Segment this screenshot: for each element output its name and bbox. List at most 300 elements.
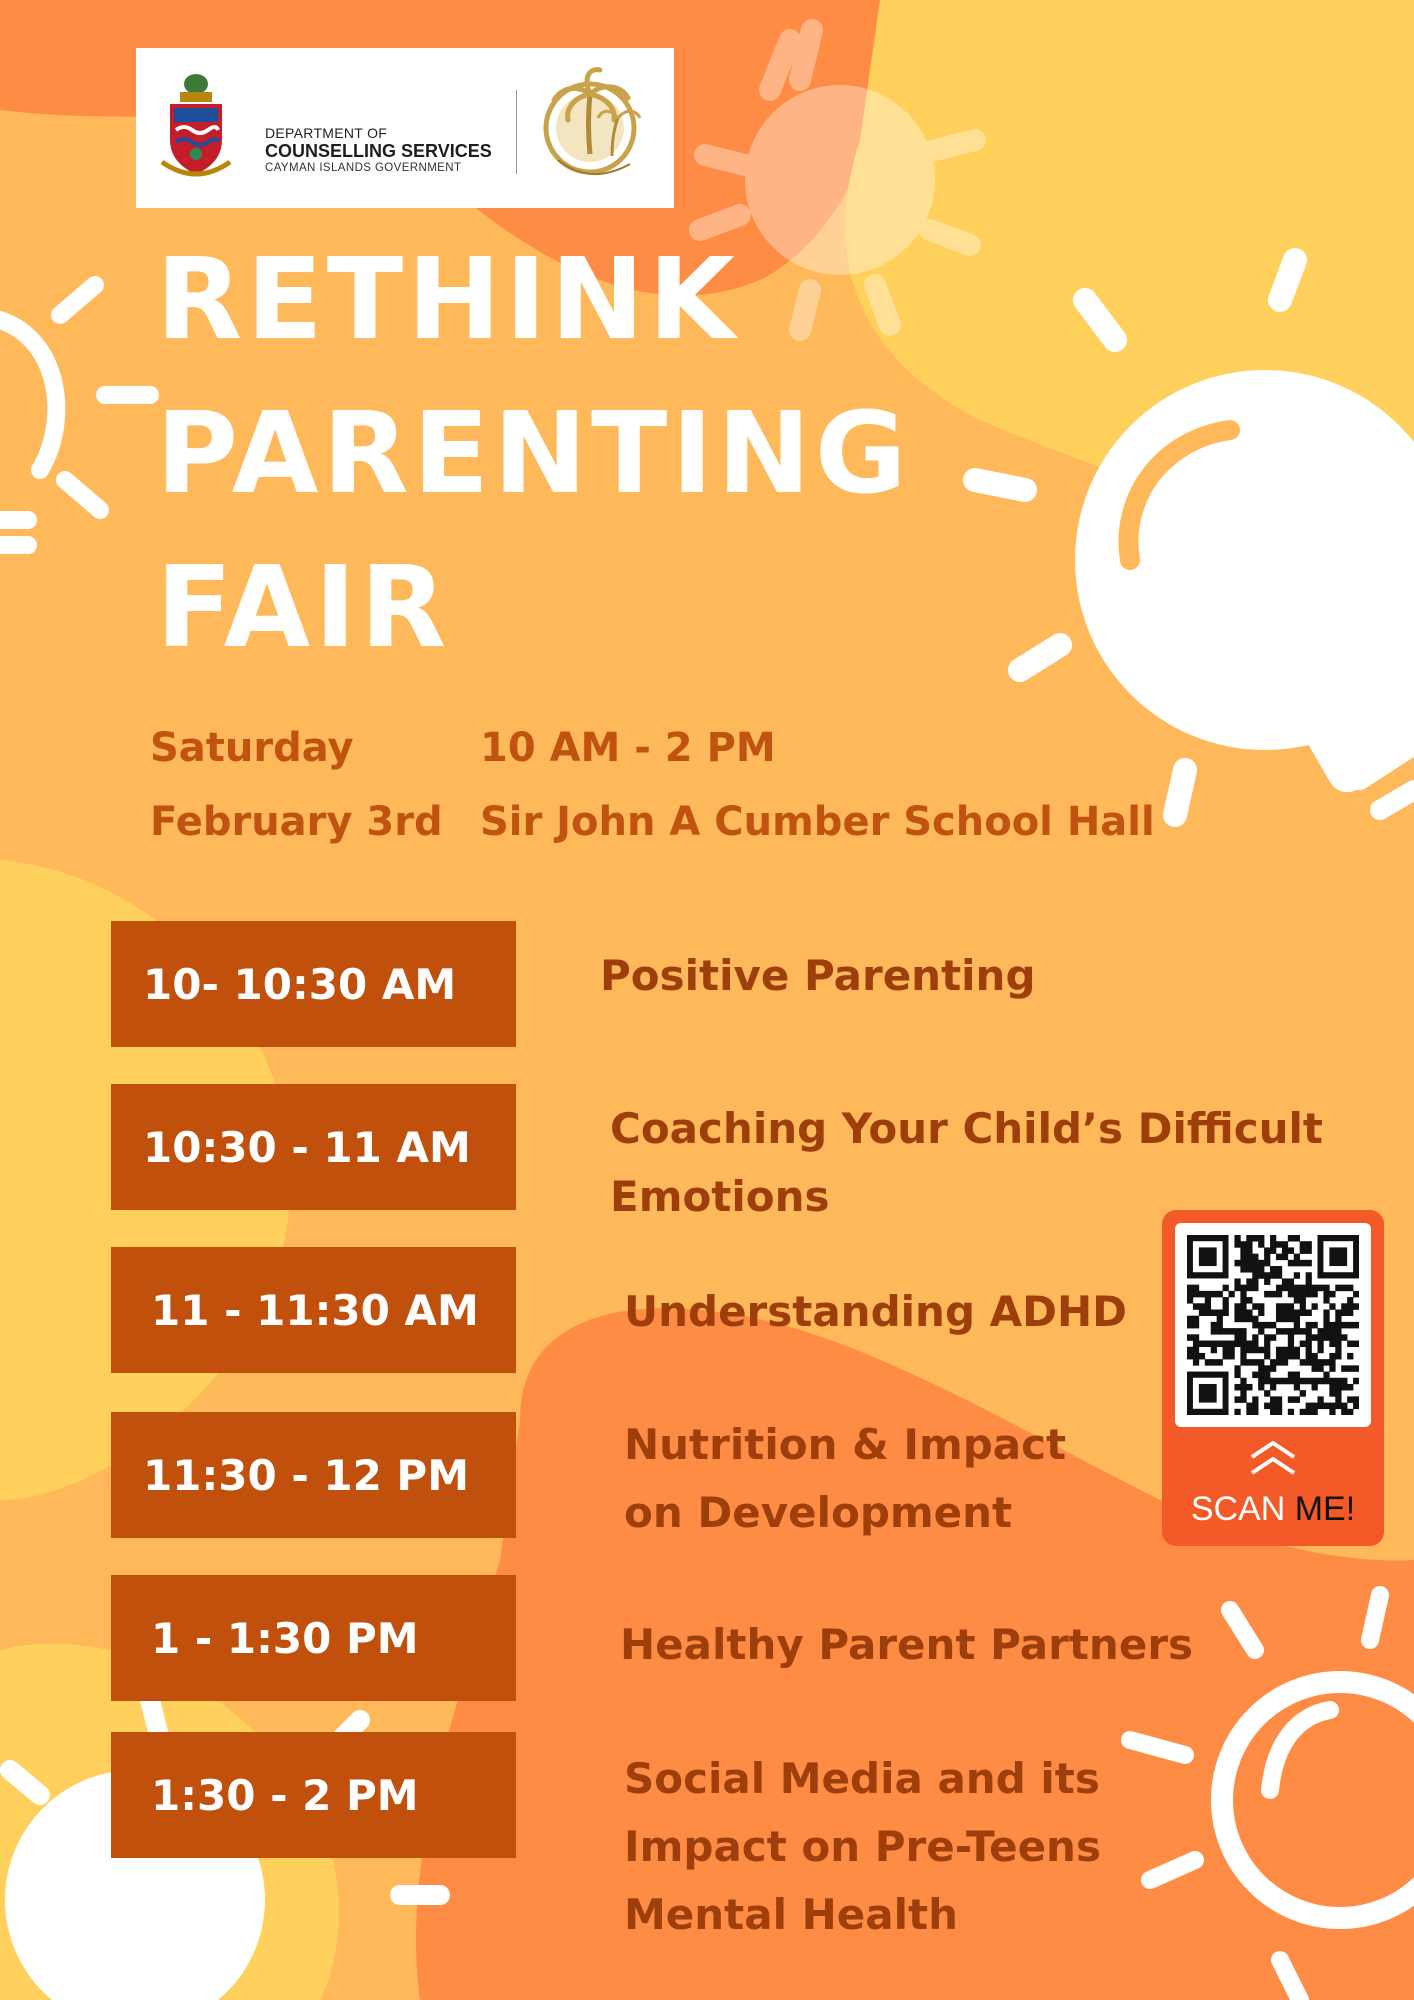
qr-module — [1341, 1334, 1347, 1341]
schedule-time-box — [111, 921, 516, 1047]
scan-emphasis: ME! — [1294, 1490, 1356, 1528]
qr-module — [1306, 1378, 1312, 1385]
qr-module — [1252, 1396, 1258, 1403]
qr-module — [1317, 1396, 1323, 1403]
qr-module — [1288, 1278, 1294, 1285]
qr-module — [1294, 1328, 1300, 1335]
qr-module — [1217, 1322, 1223, 1329]
qr-module — [1264, 1247, 1270, 1254]
qr-module — [1323, 1334, 1329, 1341]
qr-module — [1252, 1359, 1258, 1366]
event-time: 10 AM - 2 PM — [480, 725, 776, 771]
qr-module — [1288, 1372, 1294, 1379]
qr-module — [1276, 1409, 1282, 1415]
qr-module — [1246, 1309, 1252, 1316]
qr-module — [1229, 1347, 1235, 1354]
qr-module — [1306, 1272, 1312, 1279]
qr-module — [1282, 1316, 1288, 1323]
qr-module — [1252, 1403, 1258, 1410]
scan-label: SCAN — [1190, 1490, 1286, 1528]
qr-module — [1223, 1353, 1229, 1360]
title-line-fair: FAIR — [156, 543, 451, 673]
qr-module — [1205, 1309, 1211, 1316]
qr-module — [1329, 1291, 1335, 1298]
qr-module — [1258, 1384, 1264, 1391]
qr-module — [1288, 1378, 1294, 1385]
qr-module — [1234, 1285, 1240, 1292]
qr-module — [1258, 1272, 1264, 1279]
qr-module — [1187, 1297, 1193, 1304]
qr-module — [1246, 1235, 1252, 1242]
qr-module — [1282, 1378, 1288, 1385]
qr-module — [1306, 1341, 1312, 1348]
qr-module — [1258, 1378, 1264, 1385]
qr-module — [1258, 1347, 1264, 1354]
qr-module — [1329, 1341, 1335, 1348]
qr-module — [1312, 1285, 1318, 1292]
qr-module — [1223, 1297, 1229, 1304]
qr-module — [1223, 1303, 1229, 1310]
qr-module — [1300, 1241, 1306, 1248]
qr-module — [1317, 1341, 1323, 1348]
qr-module — [1347, 1303, 1353, 1310]
qr-module — [1276, 1254, 1282, 1261]
qr-module — [1288, 1309, 1294, 1316]
qr-module — [1306, 1359, 1312, 1366]
qr-module — [1217, 1291, 1223, 1298]
qr-module — [1240, 1297, 1246, 1304]
qr-module — [1329, 1303, 1335, 1310]
qr-module — [1258, 1365, 1264, 1372]
qr-module — [1312, 1409, 1318, 1415]
qr-module — [1323, 1359, 1329, 1366]
qr-module — [1341, 1378, 1347, 1385]
qr-module — [1270, 1384, 1276, 1391]
qr-module — [1294, 1254, 1300, 1261]
qr-module — [1193, 1291, 1199, 1298]
qr-module — [1282, 1285, 1288, 1292]
qr-module — [1252, 1272, 1258, 1279]
qr-module — [1276, 1316, 1282, 1323]
qr-module — [1282, 1328, 1288, 1335]
qr-module — [1341, 1303, 1347, 1310]
qr-module — [1317, 1328, 1323, 1335]
qr-module — [1234, 1341, 1240, 1348]
qr-module — [1335, 1390, 1341, 1397]
qr-module — [1264, 1347, 1270, 1354]
qr-module — [1312, 1365, 1318, 1372]
qr-module — [1234, 1260, 1240, 1267]
qr-module — [1258, 1359, 1264, 1366]
qr-module — [1347, 1353, 1353, 1360]
qr-module — [1240, 1260, 1246, 1267]
qr-module — [1282, 1309, 1288, 1316]
qr-module — [1282, 1353, 1288, 1360]
qr-module — [1341, 1409, 1347, 1415]
qr-module — [1246, 1359, 1252, 1366]
qr-module — [1276, 1291, 1282, 1298]
qr-module — [1199, 1341, 1205, 1348]
qr-module — [1205, 1341, 1211, 1348]
qr-module — [1199, 1303, 1205, 1310]
qr-module — [1246, 1409, 1252, 1415]
qr-module — [1323, 1309, 1329, 1316]
qr-module — [1252, 1316, 1258, 1323]
qr-module — [1270, 1359, 1276, 1366]
qr-module — [1282, 1303, 1288, 1310]
qr-module — [1300, 1409, 1306, 1415]
qr-module — [1270, 1241, 1276, 1248]
qr-module — [1329, 1359, 1335, 1366]
qr-module — [1300, 1303, 1306, 1310]
qr-module — [1246, 1384, 1252, 1391]
cayman-coat-of-arms-icon — [160, 70, 232, 180]
qr-module — [1240, 1334, 1246, 1341]
qr-module — [1240, 1384, 1246, 1391]
schedule-time: 10:30 - 11 AM — [143, 1122, 471, 1172]
qr-finder-pattern — [1199, 1384, 1217, 1403]
schedule-topic: Understanding ADHD — [624, 1287, 1128, 1336]
qr-module — [1276, 1378, 1282, 1385]
qr-module — [1240, 1347, 1246, 1354]
dept-line-cayman-government: CAYMAN ISLANDS GOVERNMENT — [265, 162, 462, 174]
qr-module — [1264, 1272, 1270, 1279]
qr-module — [1240, 1316, 1246, 1323]
qr-module — [1306, 1353, 1312, 1360]
qr-module — [1229, 1353, 1235, 1360]
qr-module — [1217, 1341, 1223, 1348]
qr-module — [1317, 1359, 1323, 1366]
qr-module — [1312, 1334, 1318, 1341]
double-chevron-up-icon — [1248, 1437, 1298, 1481]
qr-module — [1187, 1347, 1193, 1354]
qr-module — [1347, 1285, 1353, 1292]
qr-module — [1234, 1278, 1240, 1285]
qr-module — [1193, 1341, 1199, 1348]
qr-module — [1264, 1353, 1270, 1360]
title-line-rethink: RETHINK — [156, 235, 740, 365]
qr-module — [1258, 1372, 1264, 1379]
qr-module — [1193, 1316, 1199, 1323]
qr-module — [1300, 1247, 1306, 1254]
qr-module — [1193, 1303, 1199, 1310]
qr-module — [1199, 1353, 1205, 1360]
qr-module — [1335, 1328, 1341, 1335]
qr-module — [1341, 1403, 1347, 1410]
schedule-topic: Social Media and its Impact on Pre-Teens Mental Health — [624, 1754, 1101, 1939]
qr-module — [1246, 1260, 1252, 1267]
qr-module — [1347, 1409, 1353, 1415]
qr-module — [1306, 1285, 1312, 1292]
qr-module — [1258, 1260, 1264, 1267]
qr-module — [1341, 1322, 1347, 1329]
qr-module — [1323, 1316, 1329, 1323]
qr-module — [1234, 1241, 1240, 1248]
schedule-topic: Coaching Your Child’s Difficult Emotions — [610, 1104, 1323, 1221]
qr-module — [1347, 1341, 1353, 1348]
qr-module — [1347, 1309, 1353, 1316]
qr-module — [1240, 1309, 1246, 1316]
qr-module — [1234, 1303, 1240, 1310]
qr-module — [1205, 1359, 1211, 1366]
qr-module — [1300, 1341, 1306, 1348]
qr-module — [1276, 1347, 1282, 1354]
qr-module — [1353, 1303, 1359, 1310]
qr-module — [1199, 1291, 1205, 1298]
qr-module — [1341, 1285, 1347, 1292]
qr-module — [1252, 1334, 1258, 1341]
header-logo-card — [136, 48, 674, 208]
qr-module — [1329, 1378, 1335, 1385]
title-line-parenting: PARENTING — [156, 389, 911, 519]
qr-module — [1264, 1365, 1270, 1372]
qr-module — [1294, 1272, 1300, 1279]
qr-module — [1335, 1309, 1341, 1316]
qr-module — [1187, 1316, 1193, 1323]
qr-module — [1294, 1384, 1300, 1391]
qr-module — [1252, 1278, 1258, 1285]
qr-module — [1306, 1403, 1312, 1410]
qr-module — [1335, 1334, 1341, 1341]
qr-module — [1353, 1403, 1359, 1410]
qr-module — [1258, 1303, 1264, 1310]
qr-module — [1329, 1409, 1335, 1415]
qr-module — [1240, 1390, 1246, 1397]
qr-module — [1270, 1235, 1276, 1242]
qr-module — [1353, 1378, 1359, 1385]
qr-module — [1276, 1272, 1282, 1279]
qr-module — [1353, 1322, 1359, 1329]
qr-module — [1329, 1390, 1335, 1397]
qr-module — [1270, 1291, 1276, 1298]
qr-module — [1276, 1241, 1282, 1248]
qr-module — [1270, 1378, 1276, 1385]
qr-module — [1240, 1353, 1246, 1360]
qr-module — [1294, 1372, 1300, 1379]
qr-module — [1187, 1291, 1193, 1298]
qr-module — [1252, 1260, 1258, 1267]
schedule-time: 11:30 - 12 PM — [143, 1450, 470, 1500]
qr-module — [1323, 1328, 1329, 1335]
qr-module — [1341, 1365, 1347, 1372]
qr-module — [1276, 1403, 1282, 1410]
qr-module — [1347, 1365, 1353, 1372]
qr-module — [1288, 1235, 1294, 1242]
qr-module — [1270, 1403, 1276, 1410]
qr-module — [1246, 1347, 1252, 1354]
qr-module — [1294, 1285, 1300, 1292]
qr-module — [1312, 1378, 1318, 1385]
qr-module — [1300, 1328, 1306, 1335]
qr-module — [1306, 1278, 1312, 1285]
qr-module — [1258, 1235, 1264, 1242]
qr-module — [1211, 1347, 1217, 1354]
scan-me-label — [1162, 1490, 1384, 1529]
qr-module — [1205, 1291, 1211, 1298]
qr-module — [1312, 1384, 1318, 1391]
qr-module — [1306, 1347, 1312, 1354]
qr-module — [1306, 1322, 1312, 1329]
qr-module — [1306, 1260, 1312, 1267]
qr-module — [1264, 1291, 1270, 1298]
qr-module — [1187, 1285, 1193, 1292]
qr-module — [1258, 1309, 1264, 1316]
schedule-time: 11 - 11:30 AM — [151, 1285, 479, 1335]
qr-module — [1329, 1322, 1335, 1329]
qr-module — [1270, 1334, 1276, 1341]
qr-module — [1270, 1396, 1276, 1403]
qr-module — [1306, 1291, 1312, 1298]
qr-module — [1276, 1353, 1282, 1360]
qr-module — [1258, 1322, 1264, 1329]
schedule-time-box — [111, 1732, 516, 1858]
qr-module — [1300, 1285, 1306, 1292]
qr-module — [1335, 1316, 1341, 1323]
qr-module — [1323, 1372, 1329, 1379]
qr-module — [1288, 1409, 1294, 1415]
qr-module — [1288, 1347, 1294, 1354]
qr-module — [1306, 1241, 1312, 1248]
qr-module — [1347, 1396, 1353, 1403]
qr-module — [1223, 1347, 1229, 1354]
qr-module — [1264, 1403, 1270, 1410]
qr-module — [1335, 1347, 1341, 1354]
qr-module — [1335, 1322, 1341, 1329]
qr-module — [1288, 1247, 1294, 1254]
qr-module — [1294, 1297, 1300, 1304]
qr-module — [1193, 1347, 1199, 1354]
qr-module — [1335, 1353, 1341, 1360]
qr-finder-pattern — [1199, 1247, 1217, 1266]
schedule-time-box — [111, 1247, 516, 1373]
qr-module — [1347, 1322, 1353, 1329]
dept-line-counselling-services: COUNSELLING SERVICES — [265, 141, 492, 161]
qr-module — [1312, 1403, 1318, 1410]
qr-module — [1229, 1291, 1235, 1298]
qr-module — [1211, 1322, 1217, 1329]
qr-module — [1246, 1341, 1252, 1348]
qr-module — [1306, 1247, 1312, 1254]
qr-module — [1193, 1322, 1199, 1329]
qr-module — [1353, 1341, 1359, 1348]
qr-module — [1312, 1322, 1318, 1329]
qr-module — [1199, 1309, 1205, 1316]
qr-module — [1294, 1291, 1300, 1298]
qr-module — [1353, 1291, 1359, 1298]
qr-module — [1240, 1378, 1246, 1385]
qr-module — [1347, 1297, 1353, 1304]
schedule-time: 10- 10:30 AM — [143, 959, 457, 1009]
qr-module — [1335, 1341, 1341, 1348]
qr-module — [1246, 1254, 1252, 1261]
qr-module — [1211, 1309, 1217, 1316]
qr-module — [1317, 1378, 1323, 1385]
qr-module — [1276, 1396, 1282, 1403]
qr-module — [1312, 1359, 1318, 1366]
qr-module — [1264, 1390, 1270, 1397]
event-venue: Sir John A Cumber School Hall — [480, 799, 1155, 845]
qr-module — [1252, 1409, 1258, 1415]
qr-module — [1288, 1285, 1294, 1292]
qr-module — [1252, 1285, 1258, 1292]
qr-module — [1264, 1372, 1270, 1379]
qr-module — [1240, 1341, 1246, 1348]
qr-module — [1306, 1328, 1312, 1335]
qr-module — [1252, 1235, 1258, 1242]
qr-module — [1282, 1347, 1288, 1354]
logo-divider — [516, 90, 517, 174]
qr-module — [1282, 1241, 1288, 1248]
qr-module — [1329, 1403, 1335, 1410]
qr-module — [1282, 1359, 1288, 1366]
qr-module — [1335, 1285, 1341, 1292]
qr-module — [1300, 1390, 1306, 1397]
qr-module — [1282, 1278, 1288, 1285]
qr-module — [1300, 1297, 1306, 1304]
qr-module — [1317, 1347, 1323, 1354]
qr-module — [1246, 1285, 1252, 1292]
qr-module — [1240, 1266, 1246, 1273]
qr-module — [1347, 1384, 1353, 1391]
qr-module — [1211, 1328, 1217, 1335]
qr-module — [1294, 1309, 1300, 1316]
schedule-time-box — [111, 1575, 516, 1701]
qr-module — [1306, 1309, 1312, 1316]
qr-module — [1341, 1309, 1347, 1316]
qr-module — [1252, 1347, 1258, 1354]
schedule-time: 1:30 - 2 PM — [151, 1770, 419, 1820]
qr-module — [1353, 1396, 1359, 1403]
qr-module — [1294, 1396, 1300, 1403]
qr-module — [1264, 1341, 1270, 1348]
qr-module — [1335, 1378, 1341, 1385]
qr-module — [1341, 1384, 1347, 1391]
qr-module — [1211, 1291, 1217, 1298]
qr-module — [1353, 1365, 1359, 1372]
dept-line-department-of: DEPARTMENT OF — [265, 125, 388, 141]
qr-module — [1240, 1285, 1246, 1292]
qr-module — [1276, 1285, 1282, 1292]
qr-module — [1252, 1303, 1258, 1310]
qr-module — [1246, 1297, 1252, 1304]
qr-module — [1264, 1378, 1270, 1385]
qr-module — [1294, 1378, 1300, 1385]
qr-module — [1246, 1403, 1252, 1410]
schedule-time-box — [111, 1084, 516, 1210]
qr-module — [1329, 1334, 1335, 1341]
qr-module — [1240, 1247, 1246, 1254]
qr-module — [1240, 1328, 1246, 1335]
qr-module — [1246, 1278, 1252, 1285]
qr-module — [1288, 1328, 1294, 1335]
qr-module — [1288, 1303, 1294, 1310]
qr-module — [1317, 1285, 1323, 1292]
qr-module — [1317, 1365, 1323, 1372]
qr-module — [1329, 1328, 1335, 1335]
qr-module — [1300, 1309, 1306, 1316]
event-date: February 3rd — [150, 799, 443, 845]
qr-module — [1312, 1303, 1318, 1310]
qr-module — [1246, 1266, 1252, 1273]
qr-module — [1223, 1309, 1229, 1316]
qr-module — [1335, 1403, 1341, 1410]
qr-finder-pattern — [1329, 1247, 1347, 1266]
qr-module — [1288, 1396, 1294, 1403]
schedule-time-box — [111, 1412, 516, 1538]
qr-scan-card[interactable] — [1162, 1210, 1384, 1546]
qr-module — [1223, 1328, 1229, 1335]
qr-module — [1234, 1316, 1240, 1323]
